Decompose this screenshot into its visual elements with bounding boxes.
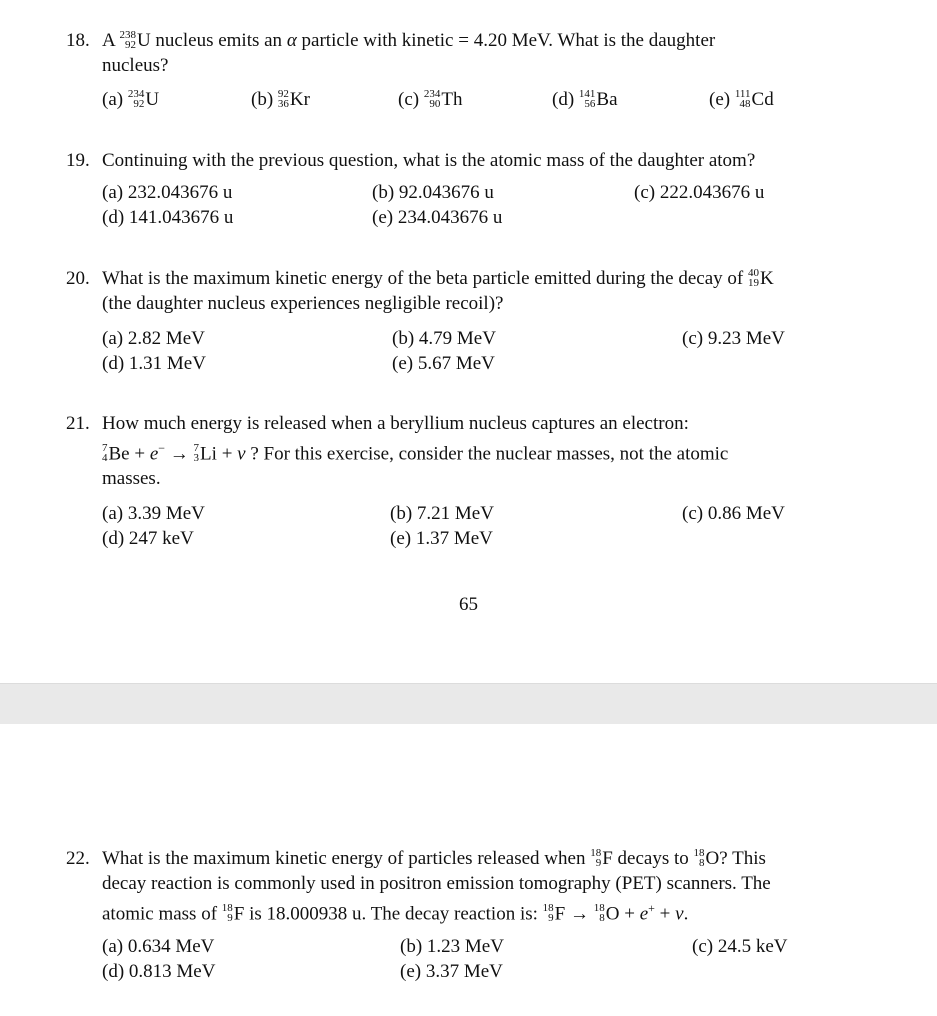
- choice-c[interactable]: (c) 234 90 Th: [398, 87, 463, 110]
- isotope-notation: 18 8: [693, 846, 705, 869]
- choice-b[interactable]: (b) 1.23 MeV: [400, 936, 504, 958]
- answer-choices: [102, 180, 856, 230]
- question-number: 20.: [66, 268, 90, 289]
- isotope-notation: 7 3: [193, 441, 200, 464]
- isotope-notation: 18 9: [221, 901, 233, 924]
- choice-c[interactable]: (c) 222.043676 u: [634, 182, 765, 203]
- choice-b[interactable]: (b) 7.21 MeV: [390, 503, 494, 525]
- choice-b[interactable]: (b) 92 36 Kr: [251, 87, 310, 110]
- choice-e[interactable]: (e) 1.37 MeV: [390, 528, 493, 550]
- question-text: Continuing with the previous question, what is the atomic mass of the daughter atom?: [102, 150, 756, 171]
- question-18: [66, 28, 856, 112]
- choice-c[interactable]: (c) 0.86 MeV: [682, 503, 785, 525]
- choice-a[interactable]: (a) 2.82 MeV: [102, 328, 205, 349]
- choice-d[interactable]: (d) 0.813 MeV: [102, 961, 216, 983]
- isotope-notation: 7 4: [102, 441, 108, 464]
- question-20: [66, 266, 856, 376]
- isotope-notation: 40 19: [747, 266, 759, 289]
- page-66: [0, 724, 937, 1016]
- choice-c[interactable]: (c) 9.23 MeV: [682, 328, 785, 349]
- choice-e[interactable]: (e) 3.37 MeV: [400, 961, 503, 983]
- question-number: 22.: [66, 848, 90, 869]
- choice-e[interactable]: (e) 5.67 MeV: [392, 353, 495, 374]
- answer-choices: [102, 87, 856, 112]
- question-text: What is the maximum kinetic energy of particles released when 18 9 F decays to 18 8 O? This decay reaction is commonly used in positron emission tomography (PET) scanners. The atomic mass of 18 9 F is 18.000938 u. The decay reaction is: 18 9 F → 18 8 O + e+ + ν.: [102, 846, 771, 925]
- choice-d[interactable]: (d) 141 56 Ba: [552, 87, 618, 110]
- isotope-notation: 18 9: [590, 846, 602, 869]
- choice-e[interactable]: (e) 234.043676 u: [372, 207, 503, 228]
- choice-a[interactable]: (a) 0.634 MeV: [102, 936, 215, 958]
- answer-choices: [102, 326, 856, 376]
- question-text: How much energy is released when a beryllium nucleus captures an electron: 7 4 Be + e− → 7 3 Li + ν ? For this exercise, consider the nuclear masses, not the atomic masses.: [102, 413, 729, 490]
- choice-a[interactable]: (a) 3.39 MeV: [102, 503, 205, 525]
- question-number: 21.: [66, 413, 90, 434]
- question-text: What is the maximum kinetic energy of the beta particle emitted during the decay of 40 19 K (the daughter nucleus experiences negligible recoil)?: [102, 266, 774, 314]
- question-number: 18.: [66, 30, 90, 51]
- question-text: A 238 92 U nucleus emits an α particle with kinetic = 4.20 MeV. What is the daughter nucleus?: [102, 28, 716, 76]
- choice-a[interactable]: (a) 232.043676 u: [102, 182, 233, 203]
- page-separator: [0, 683, 937, 725]
- page-number: 65: [459, 594, 478, 615]
- choice-a[interactable]: (a) 234 92 U: [102, 87, 160, 110]
- choice-b[interactable]: (b) 4.79 MeV: [392, 328, 496, 349]
- isotope-notation: 238 92: [119, 28, 136, 51]
- question-21: [66, 411, 856, 551]
- answer-choices: [102, 934, 856, 984]
- question-22: [66, 846, 856, 984]
- choice-d[interactable]: (d) 1.31 MeV: [102, 353, 206, 374]
- choice-d[interactable]: (d) 247 keV: [102, 528, 194, 550]
- answer-choices: [102, 501, 856, 551]
- choice-b[interactable]: (b) 92.043676 u: [372, 182, 494, 203]
- question-number: 19.: [66, 150, 90, 171]
- question-19: [66, 148, 856, 230]
- choice-c[interactable]: (c) 24.5 keV: [692, 936, 788, 958]
- choice-e[interactable]: (e) 111 48 Cd: [709, 87, 774, 110]
- choice-d[interactable]: (d) 141.043676 u: [102, 207, 234, 228]
